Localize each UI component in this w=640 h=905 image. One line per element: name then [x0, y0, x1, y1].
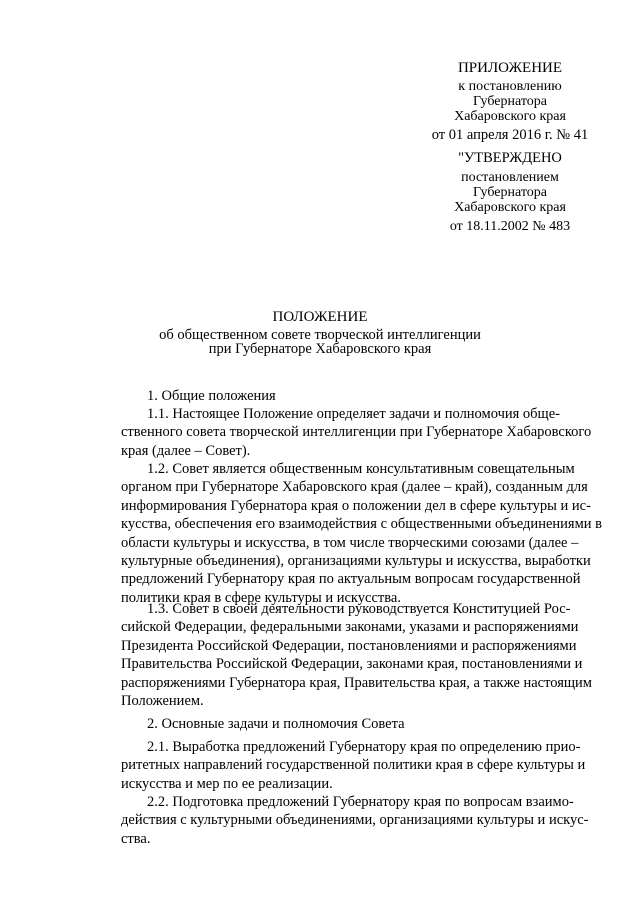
text-line: распоряжениями Губернатора края, Правительства края, а также настоящим — [121, 674, 592, 691]
text-line: органом при Губернаторе Хабаровского края (далее – край), созданным для — [121, 479, 588, 496]
title-subline-2: при Губернаторе Хабаровского края — [208, 341, 432, 357]
text-line: Положением. — [121, 693, 204, 710]
appendix-block — [400, 61, 620, 143]
text-line: культурные объединения), организациями культуры и искусства, выработки — [121, 553, 591, 570]
section-2-heading: 2. Основные задачи и полномочия Совета — [147, 716, 405, 732]
text-line: Правительства Российской Федерации, законами края, постановлениями и — [121, 656, 583, 673]
text-line: ритетных направлений государственной политики края в сфере культуры и — [121, 757, 586, 774]
approved-line-1: постановлением — [461, 170, 559, 185]
text-line: действия с культурными объединениями, организациями культуры и искус- — [121, 812, 589, 829]
appendix-title: ПРИЛОЖЕНИЕ — [457, 60, 563, 76]
approved-block — [400, 151, 620, 234]
paragraph-1-2 — [121, 460, 612, 607]
paragraph-1-3 — [121, 600, 612, 710]
approved-line-2: Губернатора — [472, 185, 548, 200]
text-line: политики края в сфере культуры и искусства. — [121, 589, 401, 606]
paragraph-2-2 — [121, 793, 612, 848]
text-line: 2.1. Выработка предложений Губернатору края по определению прио- — [147, 739, 581, 755]
section-1-heading: 1. Общие положения — [147, 388, 276, 404]
appendix-date: от 01 апреля 2016 г. № 41 — [431, 127, 589, 143]
appendix-line-3: Хабаровского края — [454, 109, 566, 124]
text-line: 2.2. Подготовка предложений Губернатору края по вопросам взаимо- — [147, 794, 574, 810]
text-line: сийской Федерации, федеральными законами, указами и распоряжениями — [121, 619, 579, 636]
title-heading: ПОЛОЖЕНИЕ — [272, 309, 368, 325]
approved-line-3: Хабаровского края — [454, 200, 566, 215]
text-line: области культуры и искусства, в том числе творческими союзами (далее – — [121, 534, 579, 551]
text-line: кусства, обеспечения его взаимодействия с общественными объединениями в — [121, 516, 602, 533]
text-line: предложений Губернатору края по актуальным вопросам государственной — [121, 571, 581, 588]
paragraph-1-1 — [121, 405, 612, 460]
approved-date: от 18.11.2002 № 483 — [449, 219, 571, 234]
appendix-line-2: Губернатора — [472, 94, 548, 109]
text-line: искусства и мер по ее реализации. — [121, 775, 333, 792]
approved-title: "УТВЕРЖДЕНО — [458, 150, 562, 166]
text-line: информирования Губернатора края о положении дел в сфере культуры и ис- — [121, 497, 591, 514]
title-subline-1: об общественном совете творческой интеллигенции — [159, 327, 481, 343]
text-line: 1.3. Совет в своей деятельности руководствуется Конституцией Рос- — [147, 601, 571, 617]
text-line: края (далее – Совет). — [121, 442, 251, 459]
text-line: Президента Российской Федерации, постановлениями и распоряжениями — [121, 637, 577, 654]
text-line: 1.1. Настоящее Положение определяет задачи и полномочия обще- — [147, 406, 560, 422]
text-line: ства. — [121, 830, 151, 847]
text-line: 1.2. Совет является общественным консультативным совещательным — [147, 461, 575, 477]
appendix-line-1: к постановлению — [458, 79, 562, 94]
paragraph-2-1 — [121, 738, 612, 793]
text-line: ственного совета творческой интеллигенции при Губернаторе Хабаровского — [121, 424, 592, 441]
